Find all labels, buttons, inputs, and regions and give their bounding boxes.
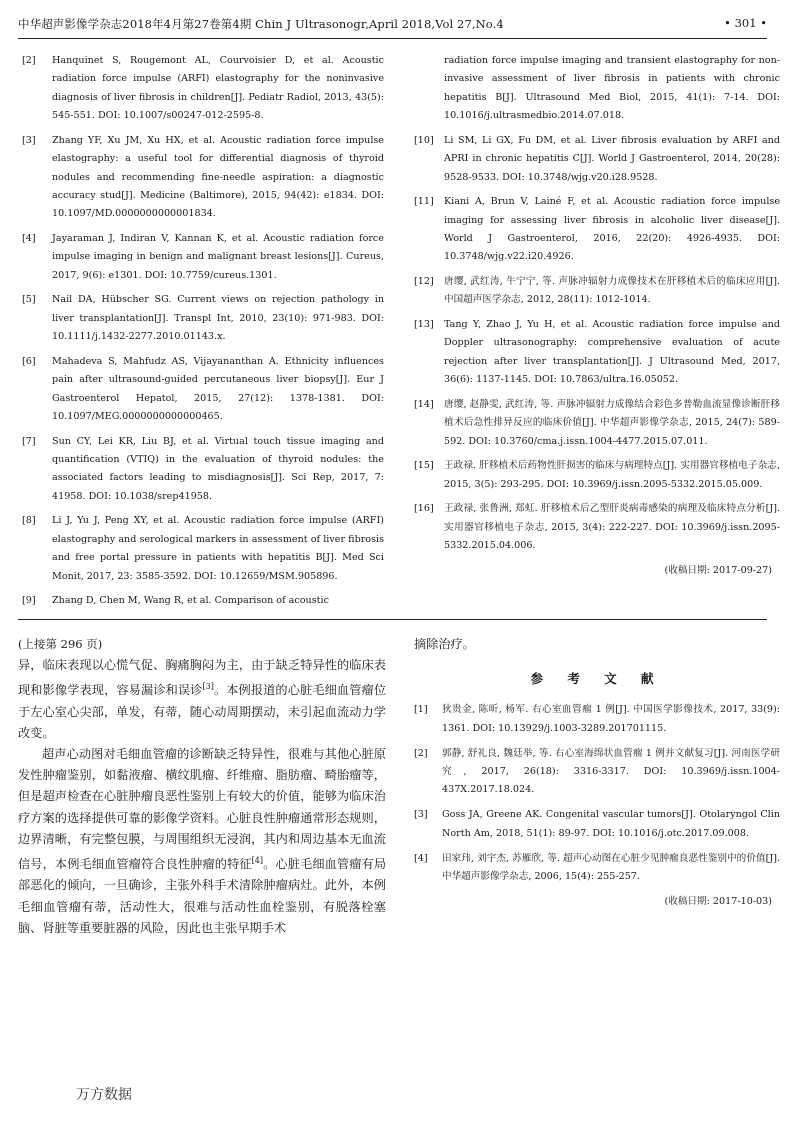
reference-item — [414, 806, 780, 843]
reference-text: 王政禄. 肝移植术后药物性肝损害的临床与病理特点[J]. 实用器官移植电子杂志, 2015, 3(5): 293-295. DOI: 10.3969/j.issn.2095-5332.2015.05.009. — [444, 460, 780, 490]
reference-text: 唐缨, 武红涛, 牛宁宁, 等. 声脉冲辐射力成像技术在肝移植术后的临床应用[J]. 中国超声医学杂志, 2012, 28(11): 1012-1014. — [444, 276, 780, 306]
reference-text: Li J, Yu J, Peng XY, et al. Acoustic radiation force impulse (ARFI) elastography and serological markers in assessment of liver fibrosis and free portal pressure in patients with hepatitis B[J]. Med Sci Monit, 2017, 23: 3585-3592. DOI: 10.12659/MSM.905896. — [52, 515, 384, 582]
page-header — [18, 12, 767, 34]
reference-item — [22, 433, 384, 507]
reference-number: [8] — [22, 515, 36, 527]
reference-text: Zhang YF, Xu JM, Xu HX, et al. Acoustic radiation force impulse elastography: a useful tool for differential diagnosis of thyroid nodules and recommending fine-needle aspiration: a diagnostic accuracy stud[J]. Medicine (Baltimore), 2015, 94(42): e1834. DOI: 10.1097/MD.0000000000001834. — [52, 134, 384, 220]
reference-item — [22, 353, 384, 427]
page-number: • 301 • — [724, 16, 767, 30]
header-divider — [18, 38, 767, 39]
reference-text: Goss JA, Greene AK. Congenital vascular tumors[J]. Otolaryngol Clin North Am, 2018, 51(1): 89-97. DOI: 10.1016/j.otc.2017.09.008. — [442, 809, 780, 839]
reference-continuation: radiation force impulse imaging and transient elastography for non-invasive assessment of liver fibrosis in patients with chronic hepatitis B[J]. Ultrasound Med Biol, 2015, 41(1): 7-14. DOI: 10.1016/j.ultrasmedbio.2014.07.018. — [444, 55, 780, 122]
paragraph-text: 异，临床表现以心慌气促、胸痛胸闷为主，由于缺乏特异性的临床表现和影像学表现，容易漏诊和误诊 — [18, 658, 386, 698]
reference-number: [3] — [22, 134, 36, 146]
reference-item — [22, 52, 384, 126]
reference-item — [22, 291, 384, 346]
reference-text: 唐缨, 赵静雯, 武红涛, 等. 声脉冲辐射力成像结合彩色多普勒血流显像诊断肝移植术后急性排异反应的临床价值[J]. 中华超声影像学杂志, 2015, 24(7): 589-592. DOI: 10.3760/cma.j.issn.1004-4477.2015.07.011. — [444, 398, 780, 447]
reference-number: [9] — [22, 595, 36, 607]
reference-number: [13] — [414, 319, 434, 331]
received-date: (收稿日期: 2017-09-27) — [664, 564, 772, 576]
paragraph: 摘除治疗。 — [414, 637, 475, 651]
reference-item — [414, 273, 780, 310]
paragraph-text: 。本例报道的心脏毛细血管瘤位于左心室心尖部，单发，有蒂，随心动周期摆动，未引起血流动力学改变。 — [18, 683, 387, 740]
reference-list-top-left — [22, 52, 384, 617]
reference-item — [414, 701, 780, 738]
reference-list-top-right — [414, 52, 780, 580]
body-text-right — [414, 634, 780, 911]
reference-text: Jayaraman J, Indiran V, Kannan K, et al. Acoustic radiation force impulse imaging in benign and malignant breast lesions[J]. Cureus, 2017, 9(6): e1301. DOI: 10.7759/cureus.1301. — [52, 233, 384, 281]
reference-number: [2] — [414, 747, 428, 759]
paragraph-text: 超声心动图对毛细血管瘤的诊断缺乏特异性，很难与其他心脏原发性肿瘤鉴别，如黏液瘤、横纹肌瘤、纤维瘤、脂肪瘤、畸胎瘤等，但是超声检查在心脏肿瘤良恶性鉴别上有较大的价值，能够为临床治疗方案的选择提供可靠的影像学资料。心脏良性肿瘤通常形态规则，边界清晰，有完整包膜，与周围组织无浸润，其内和周边基本无血流信号，本例毛细血管瘤符合良性肿瘤的特征 — [18, 747, 386, 872]
reference-text: Mahadeva S, Mahfudz AS, Vijayananthan A. Ethnicity influences pain after ultrasound-guided percutaneous liver biopsy[J]. Eur J Gastroenterol Hepatol, 2015, 27(12): 1378-1381. DOI: 10.1097/MEG.0000000000000465. — [52, 355, 384, 423]
paragraph — [18, 744, 386, 939]
paragraph-text: 。心脏毛细血管瘤有局部恶化的倾向，一旦确诊，主张外科手术清除肿瘤病灶。此外，本例毛细血管瘤有蒂，活动性大，很难与活动性血栓鉴别，有脱落栓塞脑、肾脏等重要脏器的风险，因此也主张早期手术 — [18, 857, 387, 935]
body-text-left — [18, 634, 386, 939]
reference-number: [4] — [22, 233, 36, 245]
watermark: 万方数据 — [76, 1087, 132, 1103]
reference-number: [14] — [414, 398, 434, 410]
received-date: (收稿日期: 2017-10-03) — [664, 895, 772, 907]
reference-number: [12] — [414, 276, 434, 288]
reference-item — [22, 512, 384, 586]
reference-item — [414, 193, 780, 267]
reference-number: [10] — [414, 134, 434, 146]
references-heading: 参 考 文 献 — [530, 671, 664, 687]
reference-number: [16] — [414, 503, 434, 515]
reference-number: [4] — [414, 852, 428, 864]
reference-number: [15] — [414, 460, 434, 472]
journal-citation-header: 中华超声影像学杂志2018年4月第27卷第4期 Chin J Ultrasonogr,April 2018,Vol 27,No.4 — [18, 17, 504, 31]
reference-text: Nail DA, Hübscher SG. Current views on rejection pathology in liver transplantation[J]. Transpl Int, 2010, 23(10): 971-983. DOI: 10.1111/j.1432-2277.2010.01143.x. — [52, 294, 384, 343]
reference-item — [22, 132, 384, 224]
reference-number: [5] — [22, 294, 36, 306]
reference-text: 郭静, 舒礼良, 魏廷举, 等. 右心室海绵状血管瘤 1 例并文献复习[J]. 河南医学研究, 2017, 26(18): 3316-3317. DOI: 10.3969/j.issn.1004-437X.2017.18.024. — [442, 747, 780, 796]
reference-item — [414, 850, 780, 887]
reference-item — [414, 500, 780, 555]
reference-item — [414, 316, 780, 390]
reference-text: 田家玮, 刘宇杰, 苏雁欣, 等. 超声心动图在心脏少见肿瘤良恶性鉴别中的价值[J]. 中华超声影像学杂志, 2006, 15(4): 255-257. — [442, 852, 780, 882]
reference-number: [11] — [414, 196, 434, 208]
reference-text: 王政禄, 张鲁洲, 郑虹. 肝移植术后乙型肝炎病毒感染的病理及临床特点分析[J]. 实用器官移植电子杂志, 2015, 3(4): 222-227. DOI: 10.3969/j.issn.2095-5332.2015.04.006. — [444, 503, 780, 552]
reference-item — [414, 132, 780, 187]
reference-number: [6] — [22, 355, 36, 367]
reference-text: Hanquinet S, Rougemont AL, Courvoisier D, et al. Acoustic radiation force impulse (ARFI) elastography for the noninvasive diagnosis of liver fibrosis in children[J]. Pediatr Radiol, 2013, 43(5): 545-551. DOI: 10.1007/s00247-012-2595-8. — [52, 55, 384, 122]
reference-text: Sun CY, Lei KR, Liu BJ, et al. Virtual touch tissue imaging and quantification (VTIQ) in the evaluation of thyroid nodules: the associated factors leading to misdiagnosis[J]. Sci Rep, 2017, 7: 41958. DOI: 10.1038/srep41958. — [52, 435, 384, 502]
reference-item — [22, 592, 384, 610]
reference-item — [414, 457, 780, 494]
reference-number: [3] — [414, 809, 428, 821]
reference-item — [22, 230, 384, 285]
reference-item — [414, 745, 780, 800]
reference-text: Li SM, Li GX, Fu DM, et al. Liver fibrosis evaluation by ARFI and APRI in chronic hepatitis C[J]. World J Gastroenterol, 2014, 20(28): 9528-9533. DOI: 10.3748/wjg.v20.i28.9528. — [444, 134, 780, 183]
paragraph — [18, 655, 386, 744]
reference-text: Zhang D, Chen M, Wang R, et al. Comparison of acoustic — [52, 595, 329, 607]
citation-link[interactable]: [4] — [251, 856, 264, 866]
reference-text: Kiani A, Brun V, Lainé F, et al. Acoustic radiation force impulse imaging for assessing liver fibrosis in alcoholic liver disease[J]. World J Gastroenterol, 2016, 22(20): 4926-4935. DOI: 10.3748/wjg.v22.i20.4926. — [444, 196, 780, 263]
reference-text: 狄贵金, 陈昕, 杨军. 右心室血管瘤 1 例[J]. 中国医学影像技术, 2017, 33(9): 1361. DOI: 10.13929/j.1003-3289.201701115. — [442, 704, 780, 734]
reference-item — [414, 396, 780, 451]
reference-number: [1] — [414, 704, 428, 716]
citation-link[interactable]: [3] — [202, 682, 214, 692]
reference-text: Tang Y, Zhao J, Yu H, et al. Acoustic radiation force impulse and Doppler ultrasonography: comprehensive evaluation of acute rejection after liver transplantation[J]. J Ultrasound Med, 2017, 36(6): 1137-1145. DOI: 10.7863/ultra.16.05052. — [444, 319, 780, 386]
reference-number: [2] — [22, 55, 36, 66]
continuation-note: (上接第 296 页) — [18, 637, 103, 651]
reference-number: [7] — [22, 435, 36, 447]
article-divider — [18, 619, 767, 620]
